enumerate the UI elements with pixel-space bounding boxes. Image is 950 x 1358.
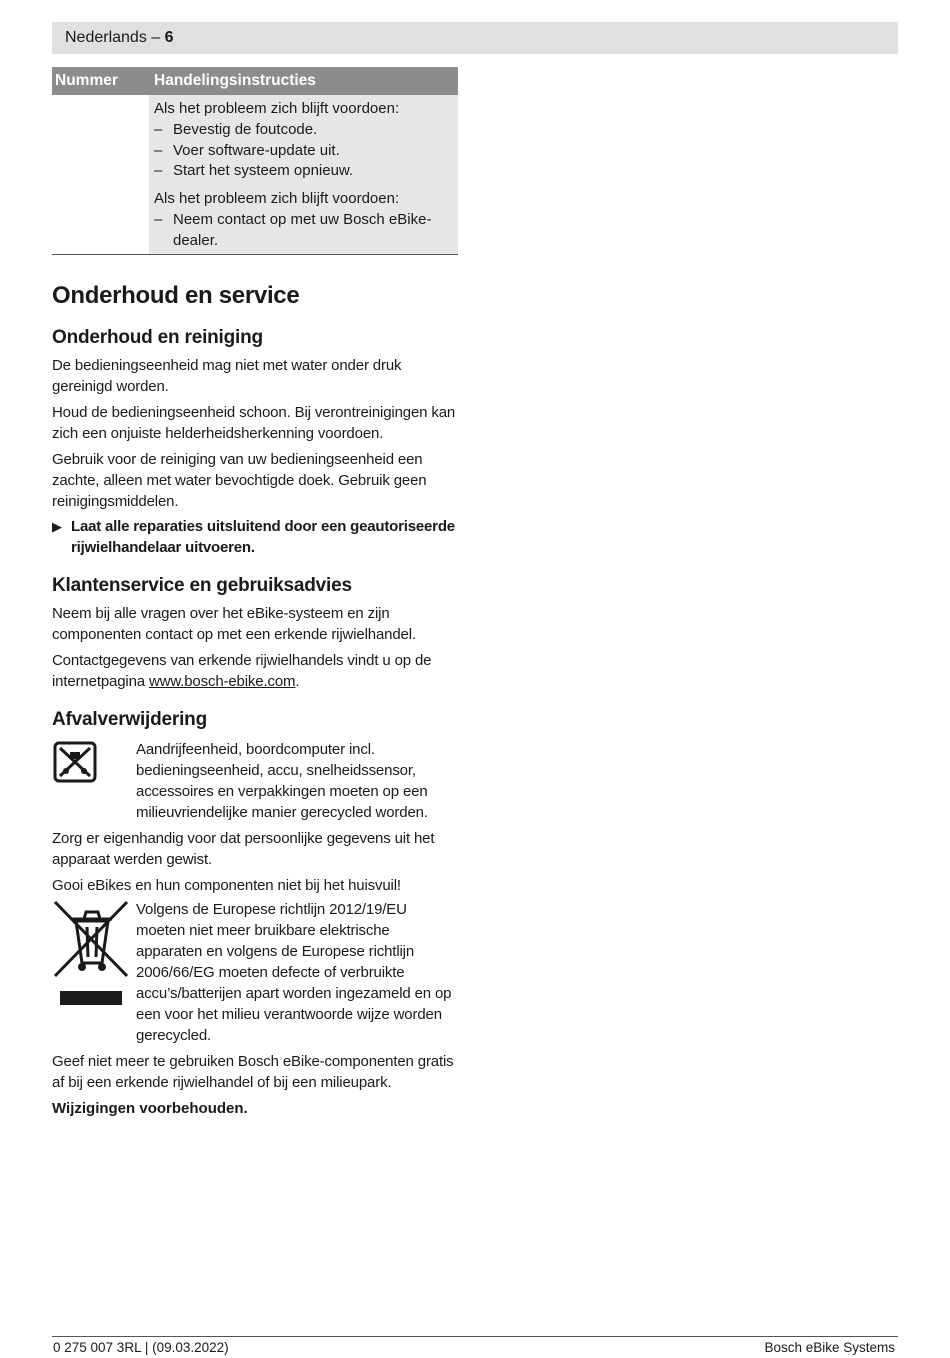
maintenance-heading: Onderhoud en reiniging [52,326,263,348]
instructions-table [52,67,458,255]
warning-note: ▶ Laat alle reparaties uitsluitend door een geautoriseerde rijwielhandelaar uitvoeren. [52,517,455,556]
column-header-instructions: Handelingsinstructies [149,67,458,95]
disposal-paragraph: Gooi eBikes en hun componenten niet bij het huisvuil! [52,876,401,894]
number-cell [52,95,149,254]
main-column [52,67,458,1119]
footer-divider [52,1336,898,1337]
weee-notice [52,899,458,1046]
instruction-item: – Bevestig de foutcode. [154,120,318,138]
service-paragraph: Contactgegevens van erkende rijwielhandels vindt u op de internetpagina www.bosch-ebike.com. [52,651,432,690]
page-number: 6 [164,29,174,46]
instruction-item: – Voer software-update uit. [154,141,340,159]
maintenance-paragraph: Gebruik voor de reiniging van uw bedieningseenheid een zachte, alleen met water bevochtigde doek. Gebruik geen reinigingsmiddelen. [52,450,427,510]
disposal-paragraph: Geef niet meer te gebruiken Bosch eBike-componenten gratis af bij een erkende rijwielhandel of bij een milieupark. [52,1052,454,1091]
instruction-intro: Als het probleem zich blijft voordoen: [154,100,400,117]
column-header-number: Nummer [52,67,149,95]
section-title: Onderhoud en service [52,281,300,309]
instructions-cell [149,95,458,254]
crossed-bin-icon [52,899,130,1012]
instruction-item: – Start het systeem opnieuw. [154,162,354,180]
maintenance-paragraph: De bedieningseenheid mag niet met water onder druk gereinigd worden. [52,356,402,395]
footer-document-id: 0 275 007 3RL | (09.03.2022) [53,1340,229,1355]
maintenance-paragraph: Houd de bedieningseenheid schoon. Bij verontreinigingen kan zich een onjuiste helderheidsherkenning voordoen. [52,403,456,442]
instruction-item: – Neem contact op met uw Bosch eBike-dealer. [154,210,432,249]
triangle-bullet-icon: ▶ [52,518,62,534]
instruction-intro: Als het probleem zich blijft voordoen: [154,190,400,208]
disposal-heading: Afvalverwijdering [52,708,207,730]
header-separator: – [151,29,161,46]
table-row [52,95,458,254]
service-heading: Klantenservice en gebruiksadvies [52,574,352,596]
bosch-ebike-link[interactable]: www.bosch-ebike.com [149,672,296,690]
disposal-paragraph: Zorg er eigenhandig voor dat persoonlijke gegevens uit het apparaat werden gewist. [52,829,435,868]
header-language: Nederlands [65,29,147,46]
footer-brand: Bosch eBike Systems [764,1340,895,1355]
weee-text: Volgens de Europese richtlijn 2012/19/EU moeten niet meer bruikbare elektrische apparaten en volgens de Europese richtlijn 2006/66/EG moeten defecte of verbruikte accu’s/batterijen apart worden ingezameld en op een voor het milieu verantwoorde wijze worden gerecycled. [136,900,452,1044]
table-header-row [52,67,458,95]
service-paragraph: Neem bij alle vragen over het eBike-systeem en zijn componenten contact op met een erkende rijwielhandel. [52,604,416,643]
recycle-notice [52,739,458,823]
recycle-text: Aandrijfeenheid, boordcomputer incl. bedieningseenheid, accu, snelheidssensor, accessoires en verpakkingen moeten op een milieuvriendelijke manier gerecycled worden. [136,740,428,821]
page-header [52,22,898,54]
changes-reserved: Wijzigingen voorbehouden. [52,1099,248,1117]
no-disposal-icon [52,741,98,788]
